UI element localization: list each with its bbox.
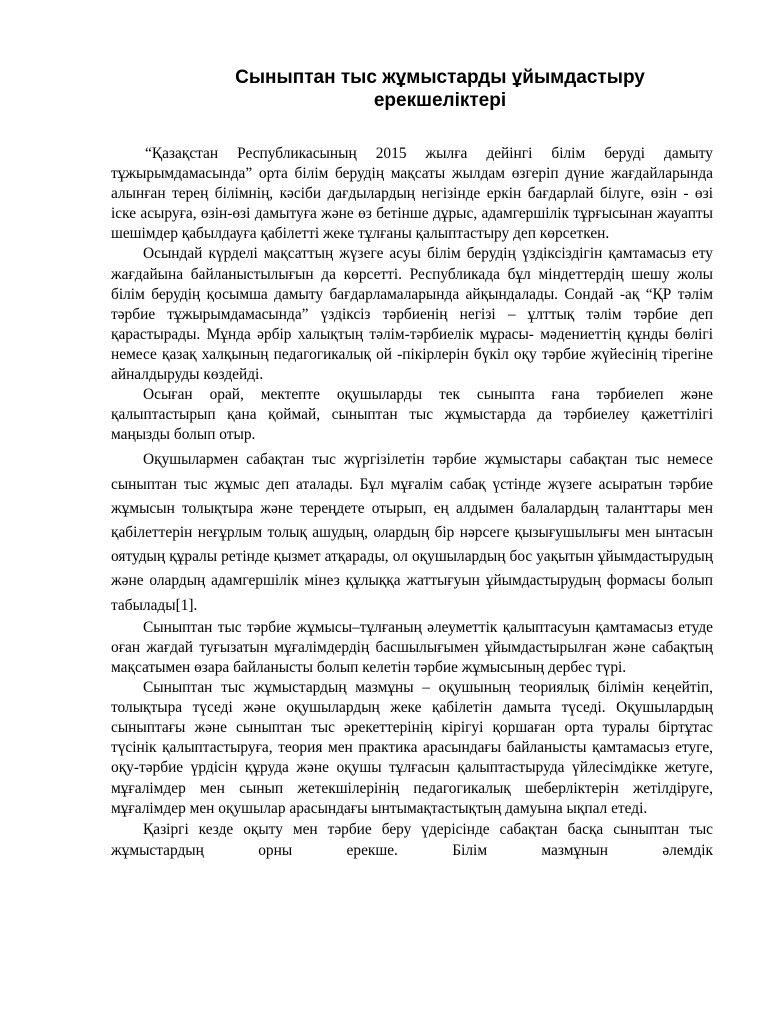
- paragraph-5: Сыныптан тыс тәрбие жұмысы–тұлғаның әлеуметтік қалыптасуын қамтамасыз етуде оған жағдай туғызатын мұғалімдердің басшылығымен ұйымдастырылған және сабақтың мақсатымен өзара байланысты болып келетін тәрбие жұмысының дербес түрі.: [111, 618, 713, 677]
- document-title: [167, 66, 713, 112]
- title-line-2: ерекшеліктері: [373, 90, 507, 111]
- paragraph-7: Қазіргі кезде оқыту мен тәрбие беру үдерісінде сабақтан басқа сыныптан тыс жұмыстардың орны ерекше. Білім мазмұнын әлемдік: [111, 820, 713, 859]
- document-page: [111, 66, 713, 861]
- paragraph-6: Сыныптан тыс жұмыстардың мазмұны – оқушының теориялық білімін кеңейтіп, толықтыра түседі және оқушылардың жеке қабілетін дамыта түседі. Оқушылардың сыныптағы және сыныптан тыс әрекеттерінің кірігуі қоршаған орта туралы біртұтас түсінік қалыптастыруға, теория мен практика арасындағы байланысты қамтамасыз етуге, оқу-тәрбие үрдісін құруда және оқушы тұлғасын қалыптастыруда үйлесімдікке жетуге, мұғалімдер мен сынып жетекшілерінің педагогикалық шеберліктерін жетілдіруге, мұғалімдер мен оқушылар арасындағы ынтымақтастықтың дамуына ықпал етеді.: [111, 679, 713, 817]
- paragraph-2: Осындай күрделі мақсаттың жүзеге асуы білім берудің үздіксіздігін қамтамасыз ету жағдайына байланыстылығын да көрсетті. Республикада бұл міндеттердің шешу жолы білім берудің қосымша дамыту бағдарламаларында айқындалады. Сондай -ақ “ҚР тәлім тәрбие тұжырымдамасында” үздіксіз тәрбиенің негізі – ұлттық тәлім тәрбие деп қарастырады. Мұнда әрбір халықтың тәлім-тәрбиелік мұрасы- мәдениеттің құнды бөлігі немесе қазақ халқының педагогикалық ой -пікірлерін бүкіл оқу тәрбие жүйесінің тірегіне айналдыруды көздейді.: [111, 245, 713, 384]
- title-line-1: Сыныптан тыс жұмыстарды ұйымдастыру: [235, 67, 645, 88]
- document-body: [111, 144, 713, 861]
- paragraph-4: Оқушылармен сабақтан тыс жүргізілетін тәрбие жұмыстары сабақтан тыс немесе сыныптан тыс жұмыс деп аталады. Бұл мұғалім сабақ үстінде жүзеге асыратын тәрбие жұмысын толықтыра және тереңдете отырып, ең алдымен балалардың таланттары мен қабілеттерін неғұрлым толық ашудың, олардың бір нәрсеге қызығушылығы мен ынтасын оятудың құралы ретінде қызмет атқарады, ол оқушылардың бос уақытын ұйымдастырудың және олардың адамгершілік мінез құлыққа жаттығуын ұйымдастырудың формасы болып табылады[1].: [111, 451, 713, 614]
- paragraph-1: “Қазақстан Республикасының 2015 жылға дейінгі білім беруді дамыту тұжырымдамасында” орта білім берудің мақсаты жылдам өзгеріп дүние жағдайларында алынған терең білімнің, кәсіби дағдылардың негізінде еркін бағдарлай білуге, өзін - өзі іске асыруға, өзін-өзі дамытуға және өз бетінше дұрыс, адамгершілік тұрғысынан жауапты шешімдер қабылдауға қабілетті жеке тұлғаны қалыптастыру деп көрсеткен.: [111, 145, 713, 243]
- paragraph-3: Осыған орай, мектепте оқушыларды тек сыныпта ғана тәрбиелеп және қалыптастырып қана қоймай, сыныптан тыс жұмыстарда да тәрбиелеу қажеттілігі маңызды болып отыр.: [111, 386, 713, 444]
